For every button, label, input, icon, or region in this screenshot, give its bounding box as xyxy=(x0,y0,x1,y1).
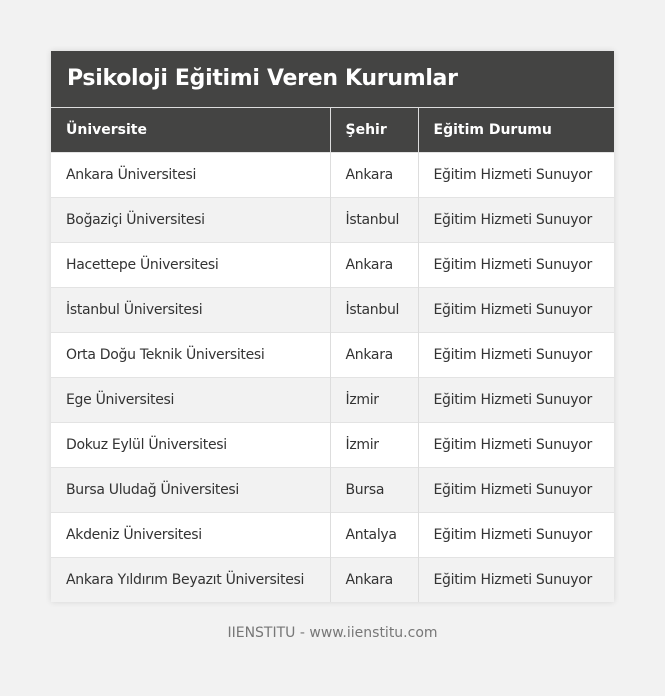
table-row xyxy=(51,333,614,378)
university-cell: Boğaziçi Üniversitesi xyxy=(51,198,330,243)
city-cell: İstanbul xyxy=(330,198,418,243)
university-cell: Dokuz Eylül Üniversitesi xyxy=(51,423,330,468)
table-row xyxy=(51,153,614,198)
institutions-table xyxy=(51,108,614,602)
status-cell: Eğitim Hizmeti Sunuyor xyxy=(418,513,614,558)
header-row xyxy=(51,108,614,153)
city-cell: Ankara xyxy=(330,333,418,378)
university-cell: Ankara Üniversitesi xyxy=(51,153,330,198)
status-cell: Eğitim Hizmeti Sunuyor xyxy=(418,468,614,513)
city-cell: İzmir xyxy=(330,378,418,423)
table-row xyxy=(51,378,614,423)
status-cell: Eğitim Hizmeti Sunuyor xyxy=(418,558,614,603)
status-cell: Eğitim Hizmeti Sunuyor xyxy=(418,243,614,288)
city-cell: Ankara xyxy=(330,558,418,603)
status-cell: Eğitim Hizmeti Sunuyor xyxy=(418,378,614,423)
table-row xyxy=(51,198,614,243)
table-row xyxy=(51,288,614,333)
column-header-city: Şehir xyxy=(330,108,418,153)
city-cell: İstanbul xyxy=(330,288,418,333)
university-cell: İstanbul Üniversitesi xyxy=(51,288,330,333)
university-cell: Ankara Yıldırım Beyazıt Üniversitesi xyxy=(51,558,330,603)
table-card xyxy=(51,51,614,602)
table-row xyxy=(51,558,614,603)
status-cell: Eğitim Hizmeti Sunuyor xyxy=(418,198,614,243)
column-header-university: Üniversite xyxy=(51,108,330,153)
status-cell: Eğitim Hizmeti Sunuyor xyxy=(418,153,614,198)
city-cell: Bursa xyxy=(330,468,418,513)
table-row xyxy=(51,243,614,288)
university-cell: Ege Üniversitesi xyxy=(51,378,330,423)
city-cell: Ankara xyxy=(330,153,418,198)
table-row xyxy=(51,423,614,468)
status-cell: Eğitim Hizmeti Sunuyor xyxy=(418,423,614,468)
city-cell: Ankara xyxy=(330,243,418,288)
column-header-status: Eğitim Durumu xyxy=(418,108,614,153)
status-cell: Eğitim Hizmeti Sunuyor xyxy=(418,288,614,333)
footer-credit: IIENSTITU - www.iienstitu.com xyxy=(227,625,438,641)
university-cell: Orta Doğu Teknik Üniversitesi xyxy=(51,333,330,378)
city-cell: İzmir xyxy=(330,423,418,468)
university-cell: Akdeniz Üniversitesi xyxy=(51,513,330,558)
table-row xyxy=(51,513,614,558)
university-cell: Hacettepe Üniversitesi xyxy=(51,243,330,288)
table-title: Psikoloji Eğitimi Veren Kurumlar xyxy=(51,51,614,108)
table-row xyxy=(51,468,614,513)
city-cell: Antalya xyxy=(330,513,418,558)
university-cell: Bursa Uludağ Üniversitesi xyxy=(51,468,330,513)
status-cell: Eğitim Hizmeti Sunuyor xyxy=(418,333,614,378)
